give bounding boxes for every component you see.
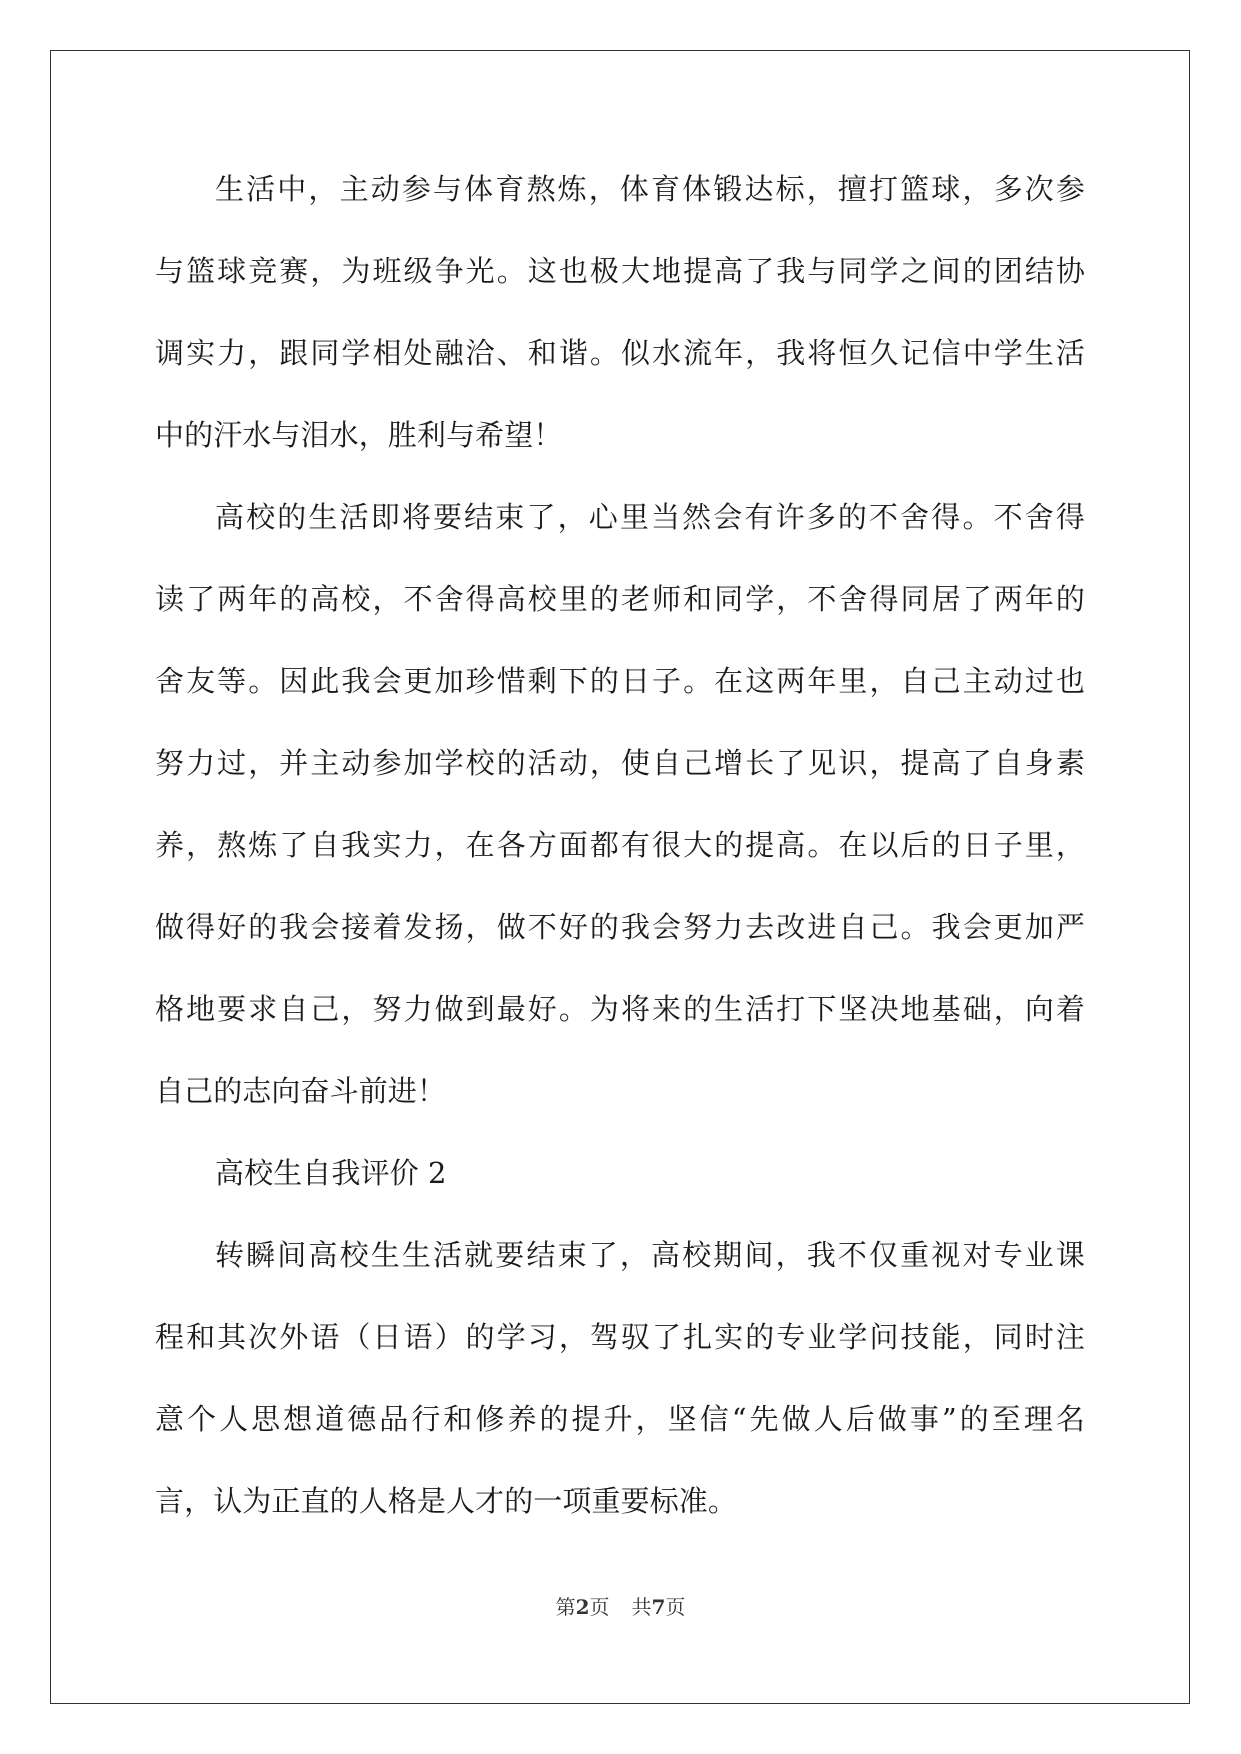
total-suffix: 页	[665, 1595, 686, 1619]
text-line: 读了两年的高校，不舍得高校里的老师和同学，不舍得同居了两年的	[155, 582, 1085, 616]
text-line: 格地要求自己，努力做到最好。为将来的生活打下坚决地基础，向着	[155, 992, 1085, 1026]
page-number: 2	[575, 1595, 590, 1619]
text-line: 转瞬间高校生生活就要结束了，高校期间，我不仅重视对专业课	[215, 1238, 1085, 1272]
text-line: 生活中，主动参与体育熬炼，体育体锻达标，擅打篮球，多次参	[215, 172, 1085, 206]
total-prefix: 共	[631, 1595, 652, 1619]
text-line: 养，熬炼了自我实力，在各方面都有很大的提高。在以后的日子里，	[155, 828, 1085, 862]
text-line: 程和其次外语（日语）的学习，驾驭了扎实的专业学问技能，同时注	[155, 1320, 1085, 1354]
text-line: 做得好的我会接着发扬，做不好的我会努力去改进自己。我会更加严	[155, 910, 1085, 944]
text-line: 言，认为正直的人格是人才的一项重要标准。	[155, 1484, 738, 1518]
text-line: 中的汗水与泪水，胜利与希望！	[155, 418, 563, 452]
page-suffix: 页	[589, 1595, 610, 1619]
text-line: 努力过，并主动参加学校的活动，使自己增长了见识，提高了自身素	[155, 746, 1085, 780]
text-line: 调实力，跟同学相处融洽、和谐。似水流年，我将恒久记信中学生活	[155, 336, 1085, 370]
text-line: 意个人思想道德品行和修养的提升，坚信“先做人后做事”的至理名	[155, 1402, 1085, 1436]
text-line: 与篮球竞赛，为班级争光。这也极大地提高了我与同学之间的团结协	[155, 254, 1085, 288]
document-body	[155, 160, 1085, 1554]
total-pages: 7	[651, 1595, 666, 1619]
section-heading: 高校生自我评价 2	[215, 1156, 447, 1190]
page-footer	[0, 1591, 1241, 1620]
text-line: 高校的生活即将要结束了，心里当然会有许多的不舍得。不舍得	[215, 500, 1085, 534]
page-prefix: 第	[555, 1595, 576, 1619]
text-line: 舍友等。因此我会更加珍惜剩下的日子。在这两年里，自己主动过也	[155, 664, 1085, 698]
text-line: 自己的志向奋斗前进！	[155, 1074, 447, 1108]
